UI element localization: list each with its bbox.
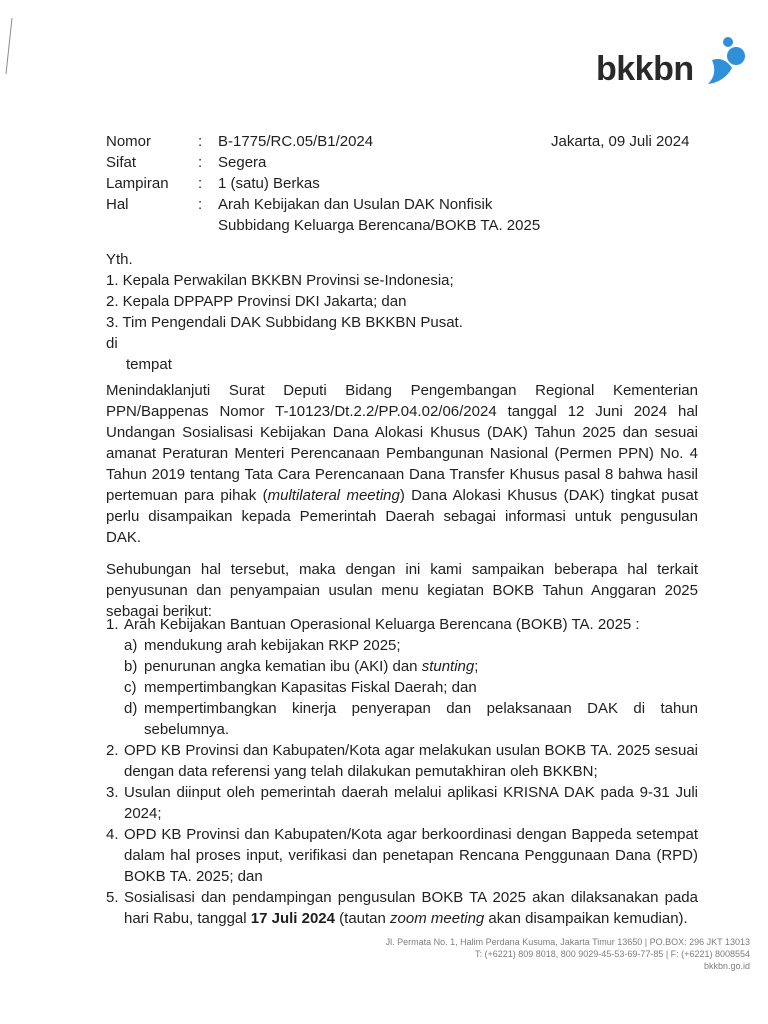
logo-wordmark: bkkbn <box>596 50 694 88</box>
meta-hal-row-2 <box>106 215 558 236</box>
meta-lampiran-row <box>106 173 558 194</box>
sub-letter: d) <box>124 700 138 717</box>
list-item <box>106 824 698 887</box>
paragraph-1-text-end: ) Dana Alokasi Khusus (DAK) tingkat pusat perlu disampaikan kepada Pemerintah Daerah sebagai informasi untuk pengusulan DAK. <box>106 487 699 546</box>
sub-item <box>124 635 698 656</box>
letter-meta <box>106 131 558 236</box>
numbered-list <box>106 614 698 929</box>
list-item <box>106 782 698 824</box>
sub-text: mempertimbangkan kinerja penyerapan dan pelaksanaan DAK di tahun sebelumnya. <box>144 700 698 738</box>
sub-text: mendukung arah kebijakan RKP 2025; <box>144 637 401 654</box>
paragraph-1-italic: multilateral meeting <box>267 487 400 504</box>
letter-footer <box>386 936 750 972</box>
list-item-text: Arah Kebijakan Bantuan Operasional Keluarga Berencana (BOKB) TA. 2025 : <box>124 616 640 633</box>
colon: : <box>198 154 203 171</box>
list-number: 4. <box>106 826 119 843</box>
logo-dots-icon <box>694 34 748 88</box>
paragraph-1-text: Menindaklanjuti Surat Deputi Bidang Pengembangan Regional Kementerian PPN/Bappenas Nomor T-10123/Dt.2.2/PP.04.02/06/2024 tanggal 12 Juni 2024 hal Undangan Sosialisasi Kebijakan Dana Alokasi Khusus (DAK) Tahun 2025 dan sesuai amanat Peraturan Menteri Perencanaan Pembangunan Nasional (Permen PPN) No. 4 Tahun 2019 tentang Tata Cara Perencanaan Dana Transfer Khusus pasal 8 bahwa hasil pertemuan para pihak ( <box>106 382 698 504</box>
bkkbn-logo <box>596 34 748 96</box>
nomor-value: B-1775/RC.05/B1/2024 <box>218 133 374 150</box>
tempat: tempat <box>126 356 172 373</box>
sub-item <box>124 698 698 740</box>
colon: : <box>198 133 203 150</box>
addressee-line: 3. Tim Pengendali DAK Subbidang KB BKKBN Pusat. <box>106 314 463 331</box>
addressee-block <box>106 249 666 375</box>
list-item <box>106 887 698 929</box>
list-item-text-end: akan disampaikan kemudian). <box>484 910 688 927</box>
sub-item <box>124 677 698 698</box>
sub-letter: c) <box>124 679 137 696</box>
sub-text: mempertimbangkan Kapasitas Fiskal Daerah; dan <box>144 679 477 696</box>
nomor-label: Nomor <box>106 133 152 150</box>
colon: : <box>198 175 203 192</box>
addressee-line: 1. Kepala Perwakilan BKKBN Provinsi se-Indonesia; <box>106 272 454 289</box>
yth: Yth. <box>106 251 133 268</box>
scan-edge-mark <box>4 16 14 76</box>
footer-address: Jl. Permata No. 1, Halim Perdana Kusuma, Jakarta Timur 13650 | PO.BOX: 296 JKT 13013 <box>385 937 750 947</box>
list-item-text: OPD KB Provinsi dan Kabupaten/Kota agar melakukan usulan BOKB TA. 2025 sesuai dengan data referensi yang telah dilakukan pemutakhiran oleh BKKBN; <box>124 742 698 780</box>
sifat-label: Sifat <box>106 154 137 171</box>
list-item-text: (tautan <box>335 910 391 927</box>
list-item-text: Sosialisasi dan pendampingan pengusulan BOKB TA 2025 akan dilaksanakan pada hari Rabu, tanggal <box>124 889 698 927</box>
sub-text-italic: stunting <box>421 658 475 675</box>
paragraph-1 <box>106 380 698 548</box>
sub-text: penurunan angka kematian ibu (AKI) dan <box>144 658 422 675</box>
list-number: 2. <box>106 742 119 759</box>
list-item-text: OPD KB Provinsi dan Kabupaten/Kota agar berkoordinasi dengan Bappeda setempat dalam hal proses input, verifikasi dan penetapan Rencana Penggunaan Dana (RPD) BOKB TA. 2025; dan <box>124 826 698 885</box>
colon: : <box>198 196 203 213</box>
sub-text-end: ; <box>474 658 479 675</box>
hal-value-line-2: Subbidang Keluarga Berencana/BOKB TA. 2025 <box>218 217 541 234</box>
sub-letter: a) <box>124 637 138 654</box>
list-number: 1. <box>106 616 119 633</box>
meta-hal-row <box>106 194 558 215</box>
meta-sifat-row <box>106 152 558 173</box>
sub-item <box>124 656 698 677</box>
addressee-line: 2. Kepala DPPAPP Provinsi DKI Jakarta; dan <box>106 293 407 310</box>
meta-nomor-row <box>106 131 558 152</box>
list-number: 3. <box>106 784 119 801</box>
letter-date: Jakarta, 09 Juli 2024 <box>551 133 690 150</box>
sub-letter: b) <box>124 658 138 675</box>
hal-value-line-1: Arah Kebijakan dan Usulan DAK Nonfisik <box>218 196 493 213</box>
hal-label: Hal <box>106 196 129 213</box>
list-number: 5. <box>106 889 119 906</box>
list-item <box>106 740 698 782</box>
footer-website: bkkbn.go.id <box>703 961 750 971</box>
di: di <box>106 335 118 352</box>
paragraph-2: Sehubungan hal tersebut, maka dengan ini kami sampaikan beberapa hal terkait penyusunan dan penyampaian usulan menu kegiatan BOKB Tahun Anggaran 2025 sebagai berikut: <box>106 561 698 620</box>
lampiran-value: 1 (satu) Berkas <box>218 175 320 192</box>
list-item-text: Usulan diinput oleh pemerintah daerah melalui aplikasi KRISNA DAK pada 9-31 Juli 2024; <box>124 784 698 822</box>
list-item <box>106 614 698 740</box>
event-date: 17 Juli 2024 <box>250 910 335 927</box>
zoom-meeting-italic: zoom meeting <box>390 910 485 927</box>
footer-phone: T: (+6221) 809 8018, 800 9029-45-53-69-77-85 | F: (+6221) 8008554 <box>474 949 750 959</box>
lampiran-label: Lampiran <box>106 175 169 192</box>
sifat-value: Segera <box>218 154 267 171</box>
